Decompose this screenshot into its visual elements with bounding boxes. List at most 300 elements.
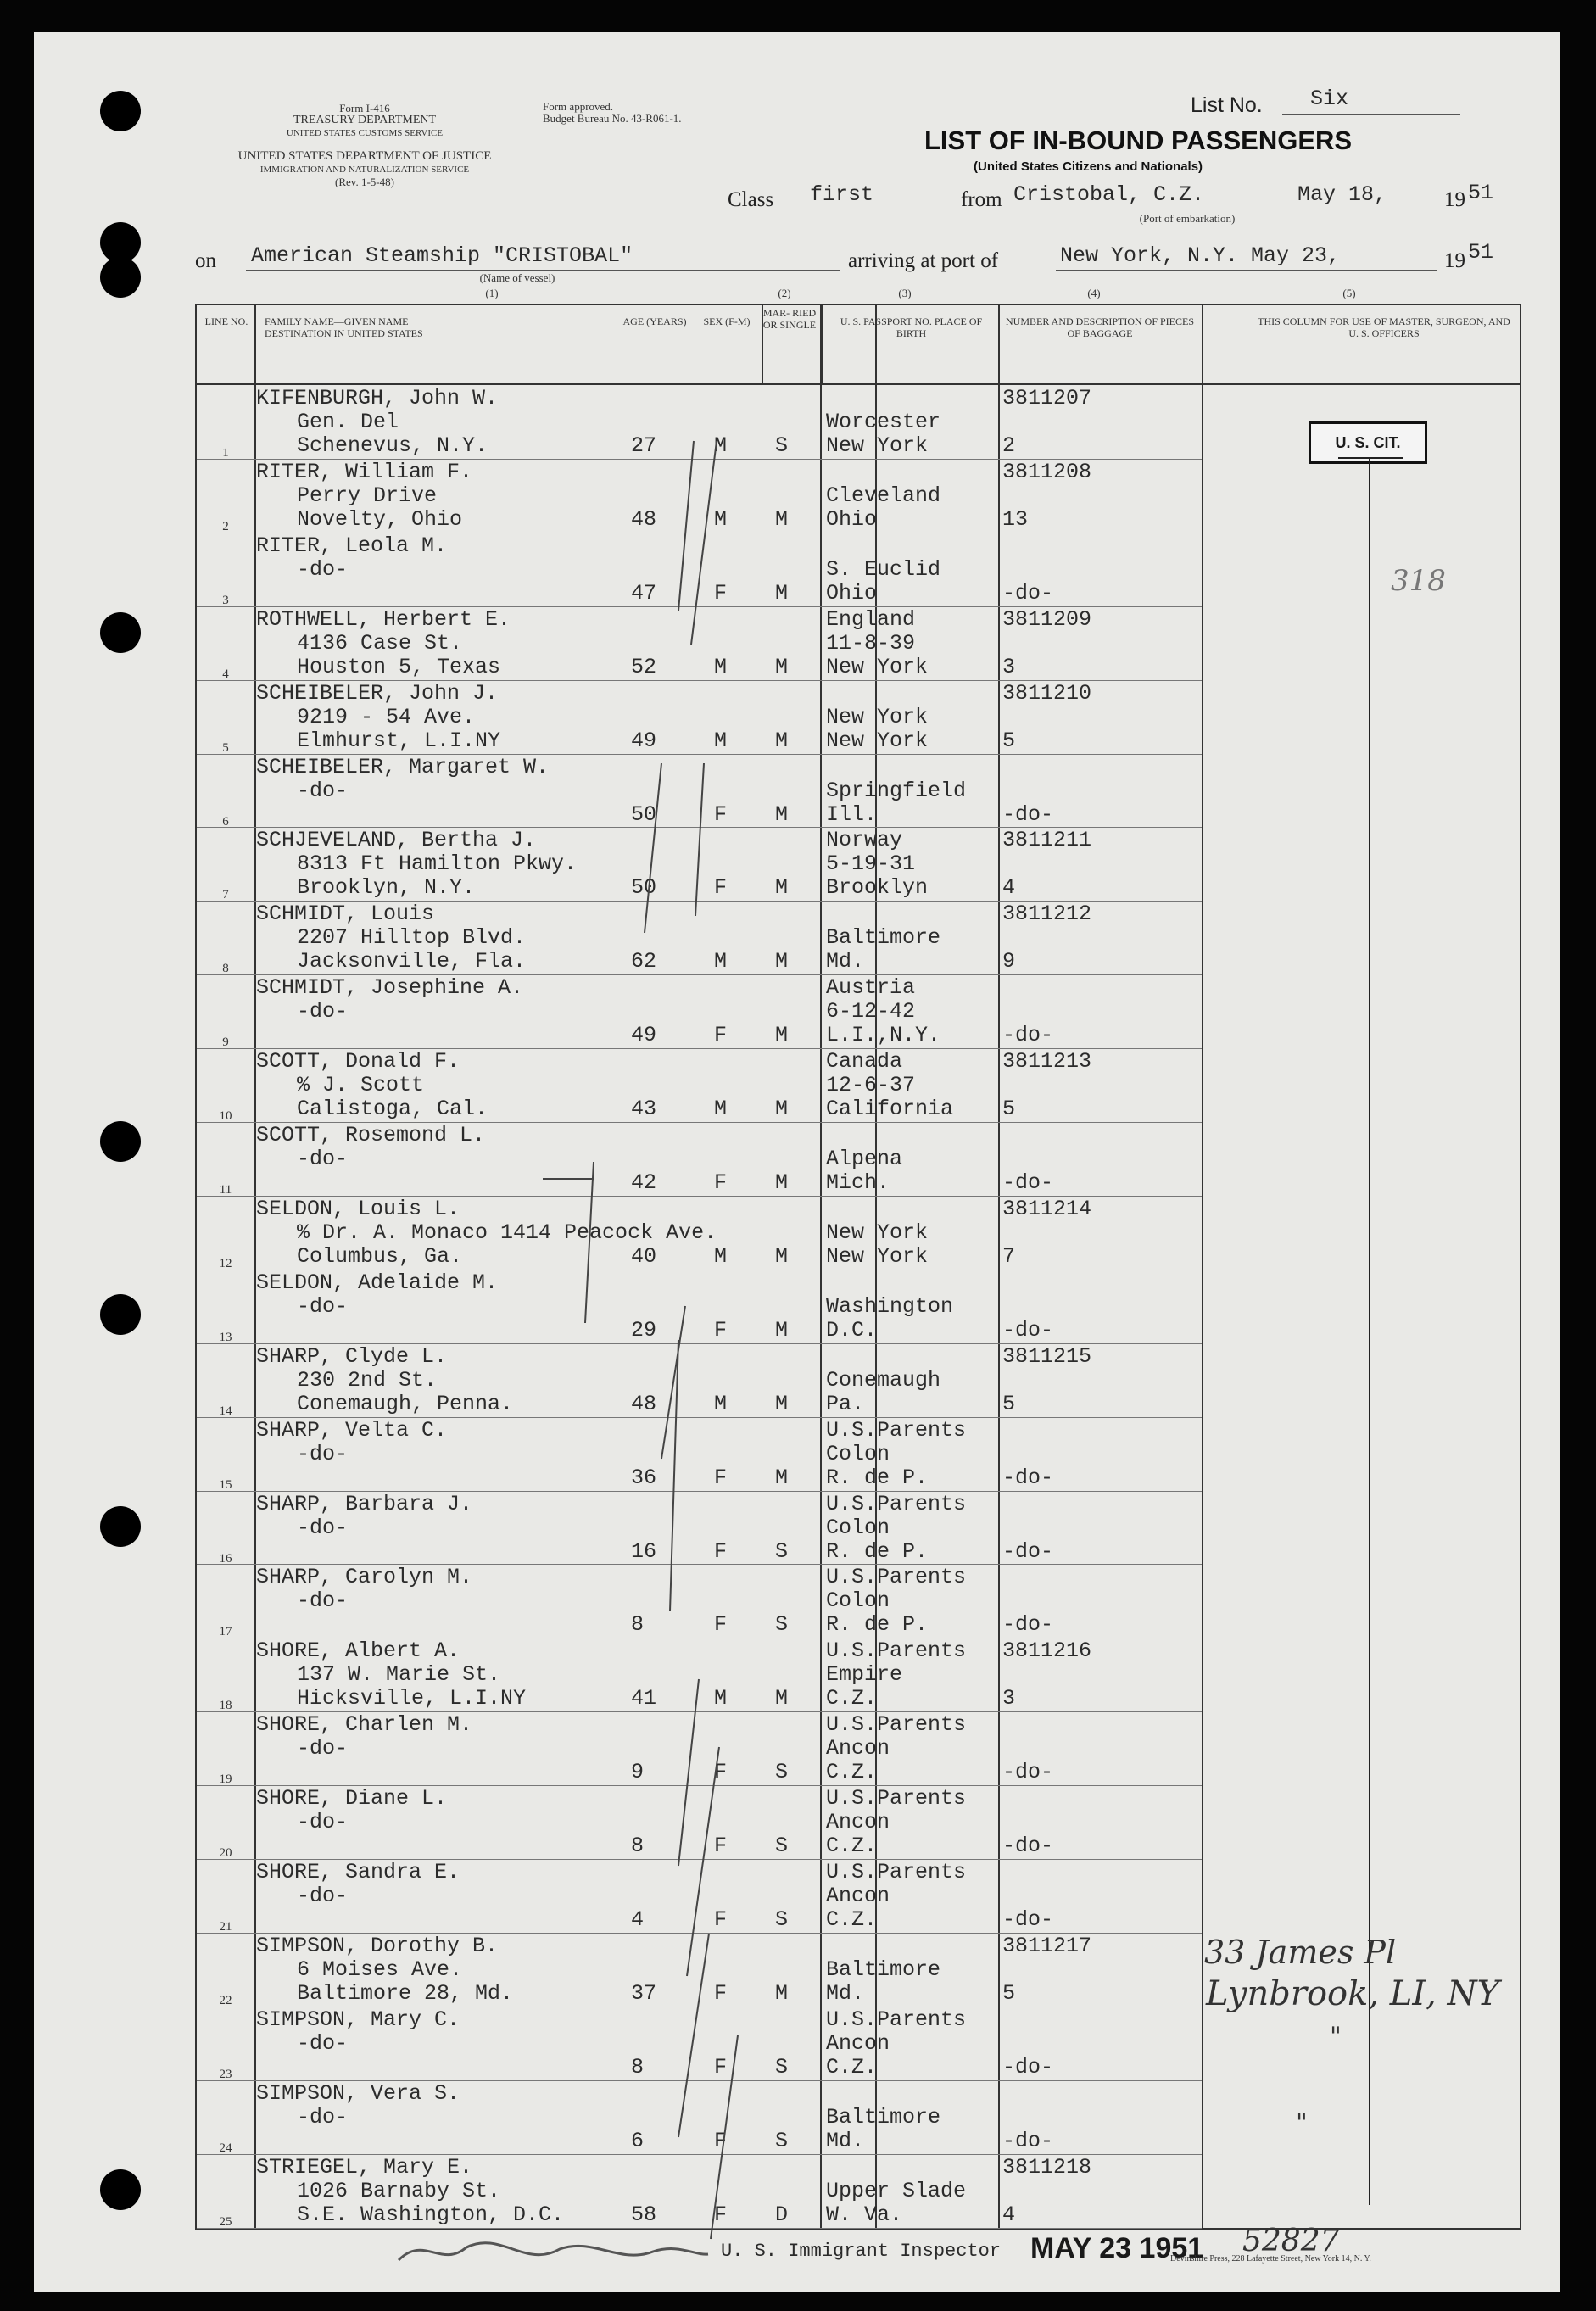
signature-mark [390,2230,712,2273]
baggage-count: 7 [1002,1243,1016,1269]
col-header-married: MAR- RIED OR SINGLE [762,307,817,331]
baggage-count: -do- [1002,1612,1054,1638]
address-line-2: Houston 5, Texas [297,654,501,679]
sex: F [714,1834,728,1859]
birthplace-line-3: C.Z. [826,1907,878,1932]
col-header-sex: SEX (F-M) [703,315,751,327]
address-line-2: S.E. Washington, D.C. [297,2202,565,2227]
baggage-count: -do- [1002,801,1054,827]
address-line-1: % Dr. A. Monaco 1414 Peacock Ave. [297,1220,717,1245]
passenger-name: SCHEIBELER, John J. [256,680,499,706]
col-header-passport: U. S. PASSPORT NO. PLACE OF BIRTH [840,315,983,339]
birthplace-line-2: Md. [826,949,865,974]
baggage-count: 5 [1002,1980,1016,2006]
passenger-name: RITER, William F. [256,459,473,484]
year-value: 51 [1468,181,1494,205]
passenger-name: SHORE, Diane L. [256,1786,448,1811]
line-number: 14 [219,1404,232,1418]
address-line-1: -do- [297,1810,349,1835]
address-line-2: Brooklyn, N.Y. [297,875,476,901]
age: 8 [631,2054,645,2079]
age: 47 [631,580,657,606]
line-number: 18 [219,1699,232,1713]
age: 4 [631,1907,645,1932]
sex: F [714,1907,728,1932]
passenger-name: SHARP, Carolyn M. [256,1565,473,1590]
birthplace-line-3: R. de P. [826,1612,929,1638]
arriving-label: arriving at port of [848,249,999,272]
line-number: 10 [219,1109,232,1124]
line-number: 17 [219,1625,232,1639]
col-header-name: FAMILY NAME—GIVEN NAME DESTINATION IN UNITED STATES [265,315,423,339]
birthplace-line-2: New York [826,433,929,458]
baggage-number: 3811218 [1002,2154,1092,2180]
line-number: 12 [219,1256,232,1270]
document-title: LIST OF IN-BOUND PASSENGERS [924,126,1353,155]
birthplace-line-1: Cleveland [826,483,941,508]
birthplace-line-2: Empire [826,1662,903,1688]
address-line-1: -do- [297,1147,349,1171]
marital-status: M [775,1243,789,1269]
address-line-1: -do- [297,1441,349,1466]
baggage-count: -do- [1002,580,1054,606]
line-number: 13 [219,1330,232,1344]
handwritten-ditto-1: " [1330,2022,1342,2051]
passenger-name: RITER, Leola M. [256,533,448,558]
handwritten-initials: 52827 [1242,2224,1340,2258]
birthplace-line-1: U.S.Parents [826,1417,967,1443]
passenger-name: SCOTT, Rosemond L. [256,1123,486,1147]
birthplace-line-2: 5-19-31 [826,851,916,877]
address-line-1: 1026 Barnaby St. [297,2178,501,2203]
year2-prefix: 19 [1444,249,1465,272]
age: 8 [631,1834,645,1859]
address-line-1: -do- [297,1515,349,1540]
sex: F [714,1317,728,1343]
birthplace-line-2: Pa. [826,1391,865,1416]
baggage-count: 3 [1002,1686,1016,1711]
inspection-date-stamp: MAY 23 1951 [1030,2232,1204,2264]
passenger-name: SHORE, Sandra E. [256,1860,460,1884]
address-line-1: 6 Moises Ave. [297,1957,463,1982]
inspector-signature [390,2230,712,2280]
address-line-1: -do- [297,1736,349,1761]
sex: M [714,506,728,532]
address-line-2: Baltimore 28, Md. [297,1980,514,2006]
birthplace-line-1: New York [826,1220,929,1245]
marital-status: M [775,506,789,532]
age: 49 [631,1023,657,1048]
address-line-1: -do- [297,1588,349,1614]
birthplace-line-1: Washington [826,1293,954,1319]
address-line-1: 9219 - 54 Ave. [297,704,476,729]
baggage-count: -do- [1002,1834,1054,1859]
birthplace-line-1: Alpena [826,1147,903,1171]
birthplace-line-1: Worcester [826,410,941,434]
address-line-1: Gen. Del [297,410,399,434]
line-number: 11 [219,1183,232,1197]
birthplace-line-1: Conemaugh [826,1367,941,1393]
line-number: 3 [222,593,229,607]
birthplace-line-1: Austria [826,975,916,1001]
birthplace-line-1: Baltimore [826,1957,941,1982]
col-header-officers: THIS COLUMN FOR USE OF MASTER, SURGEON, AND U. S. OFFICERS [1258,315,1510,339]
line-number: 5 [222,740,229,755]
passenger-name: SELDON, Louis L. [256,1196,460,1221]
birthplace-line-1: England [826,606,916,632]
sex: F [714,1612,728,1638]
line-number: 1 [222,446,229,460]
line-number: 21 [219,1920,232,1934]
age: 6 [631,2128,645,2153]
birthplace-line-3: L.I.,N.Y. [826,1023,941,1048]
birthplace-line-2: Ancon [826,1810,890,1835]
sex: F [714,1980,728,2006]
page-stamp: 318 [1391,564,1446,598]
ins-service: IMMIGRATION AND NATURALIZATION SERVICE [259,165,470,175]
budget-bureau: Budget Bureau No. 43-R061-1. [543,112,682,125]
birthplace-line-1: U.S.Parents [826,1638,967,1664]
birthplace-line-2: Colon [826,1515,890,1540]
marital-status: S [775,433,789,458]
age: 37 [631,1980,657,2006]
age: 29 [631,1317,657,1343]
baggage-number: 3811208 [1002,459,1092,484]
baggage-count: -do- [1002,2054,1054,2079]
handwritten-ditto-2: " [1296,2108,1308,2138]
passenger-name: SCHMIDT, Louis [256,902,435,927]
birthplace-line-2: 11-8-39 [826,630,916,656]
marital-status: S [775,1834,789,1859]
birthplace-line-2: W. Va. [826,2202,903,2227]
address-line-2: Schenevus, N.Y. [297,433,488,458]
address-line-2: Conemaugh, Penna. [297,1391,514,1416]
address-line-2: Elmhurst, L.I.NY [297,728,501,753]
baggage-count: -do- [1002,1907,1054,1932]
marital-status: M [775,580,789,606]
address-line-1: 137 W. Marie St. [297,1662,501,1688]
birthplace-line-3: Brooklyn [826,875,929,901]
printer-imprint: Devinshire Press, 228 Lafayette Street, New York 14, N. Y. [1170,2254,1371,2264]
birthplace-line-2: Md. [826,2128,865,2153]
passenger-name: SIMPSON, Vera S. [256,2080,460,2106]
baggage-count: 4 [1002,875,1016,901]
birthplace-line-1: Baltimore [826,925,941,951]
age: 49 [631,728,657,753]
col-number-4: (4) [1087,287,1101,299]
passenger-name: KIFENBURGH, John W. [256,386,499,410]
handwritten-address-1: 33 James Pl [1204,1934,1397,1971]
age: 36 [631,1465,657,1490]
marital-status: S [775,1538,789,1564]
sex: M [714,433,728,458]
age: 52 [631,654,657,679]
us-citizen-stamp: U. S. CIT. [1309,421,1427,464]
on-label: on [195,249,216,272]
birthplace-line-3: California [826,1097,954,1122]
handwritten-strokes [543,441,738,2239]
marital-status: S [775,1612,789,1638]
list-no-value: Six [1310,87,1349,111]
birthplace-line-3: New York [826,654,929,679]
line-number: 4 [222,667,229,681]
address-line-2: Jacksonville, Fla. [297,949,527,974]
year-prefix: 19 [1444,188,1465,211]
marital-status: M [775,875,789,901]
sex: F [714,1538,728,1564]
birthplace-line-2: Md. [826,1980,865,2006]
birthplace-line-2: 6-12-42 [826,999,916,1024]
birthplace-line-1: U.S.Parents [826,2007,967,2032]
embark-caption: (Port of embarkation) [1139,212,1236,225]
birthplace-line-3: C.Z. [826,1686,878,1711]
handwritten-address-2: Lynbrook, LI, NY [1206,1974,1499,2013]
sex: M [714,1243,728,1269]
passenger-name: SCOTT, Donald F. [256,1049,460,1075]
passenger-name: ROTHWELL, Herbert E. [256,606,511,632]
vessel-value: American Steamship "CRISTOBAL" [251,243,633,268]
age: 48 [631,506,657,532]
sex: F [714,1760,728,1785]
sex: F [714,801,728,827]
col-number-2: (2) [778,287,791,299]
baggage-number: 3811215 [1002,1343,1092,1369]
baggage-count: 5 [1002,728,1016,753]
class-label: Class [728,188,774,211]
line-number: 2 [222,519,229,533]
address-line-1: -do- [297,999,349,1024]
age: 16 [631,1538,657,1564]
baggage-count: -do- [1002,2128,1054,2153]
address-line-1: 4136 Case St. [297,630,463,656]
baggage-number: 3811211 [1002,828,1092,853]
passenger-name: SIMPSON, Mary C. [256,2007,460,2032]
age: 50 [631,875,657,901]
sex: F [714,580,728,606]
sex: F [714,2202,728,2227]
line-number: 16 [219,1551,232,1566]
baggage-number: 3811207 [1002,386,1092,410]
sex: F [714,1023,728,1048]
passenger-name: STRIEGEL, Mary E. [256,2154,473,2180]
from-label: from [961,188,1002,211]
passenger-name: SCHEIBELER, Margaret W. [256,754,550,779]
marital-status: M [775,949,789,974]
arriving-value: New York, N.Y. May 23, [1060,243,1341,268]
address-line-1: % J. Scott [297,1073,425,1098]
passenger-name: SHARP, Velta C. [256,1417,448,1443]
birthplace-line-1: Springfield [826,778,967,803]
vessel-caption: (Name of vessel) [479,271,555,284]
list-no-label: List No. [1191,93,1263,117]
col-header-line: LINE NO. [204,315,248,327]
marital-status: M [775,1686,789,1711]
passenger-name: SHARP, Clyde L. [256,1343,448,1369]
baggage-count: 4 [1002,2202,1016,2227]
address-line-1: -do- [297,556,349,582]
justice-dept: UNITED STATES DEPARTMENT OF JUSTICE [237,149,492,163]
birthplace-line-1: Norway [826,828,903,853]
col-number-1: (1) [485,287,499,299]
birthplace-line-2: New York [826,728,929,753]
birthplace-line-2: New York [826,1243,929,1269]
marital-status: S [775,2128,789,2153]
age: 48 [631,1391,657,1416]
address-line-1: 8313 Ft Hamilton Pkwy. [297,851,578,877]
line-number: 23 [219,2067,232,2081]
marital-status: M [775,1391,789,1416]
marital-status: M [775,1170,789,1195]
inspector-label: U. S. Immigrant Inspector [721,2241,1002,2262]
birthplace-line-3: C.Z. [826,1760,878,1785]
age: 8 [631,1612,645,1638]
line-number: 15 [219,1477,232,1492]
birthplace-line-1: Upper Slade [826,2178,967,2203]
col-number-3: (3) [898,287,912,299]
age: 27 [631,433,657,458]
class-value: first [810,182,874,207]
baggage-number: 3811216 [1002,1638,1092,1664]
birthplace-line-1: New York [826,704,929,729]
year2-value: 51 [1468,240,1494,265]
marital-status: S [775,1760,789,1785]
line-number: 9 [222,1035,229,1050]
line-number: 7 [222,888,229,902]
marital-status: S [775,2054,789,2079]
address-line-1: 230 2nd St. [297,1367,438,1393]
baggage-count: 9 [1002,949,1016,974]
line-number: 19 [219,1772,232,1787]
age: 42 [631,1170,657,1195]
address-line-1: 2207 Hilltop Blvd. [297,925,527,951]
birthplace-line-2: Ohio [826,506,878,532]
birthplace-line-1: U.S.Parents [826,1786,967,1811]
marital-status: M [775,1097,789,1122]
baggage-count: 13 [1002,506,1029,532]
address-line-1: -do- [297,2104,349,2130]
baggage-number: 3811217 [1002,1933,1092,1958]
baggage-number: 3811209 [1002,606,1092,632]
address-line-1: -do- [297,778,349,803]
baggage-count: 2 [1002,433,1016,458]
birthplace-line-1: U.S.Parents [826,1712,967,1738]
form-revision: (Rev. 1-5-48) [335,176,394,188]
passenger-name: SHARP, Barbara J. [256,1491,473,1516]
birthplace-line-1: Baltimore [826,2104,941,2130]
sex: M [714,654,728,679]
age: 43 [631,1097,657,1122]
marital-status: M [775,728,789,753]
address-line-1: -do- [297,2030,349,2056]
birthplace-line-1: U.S.Parents [826,1491,967,1516]
marital-status: M [775,1023,789,1048]
baggage-count: -do- [1002,1465,1054,1490]
passenger-name: SHORE, Albert A. [256,1638,460,1664]
line-number: 6 [222,814,229,829]
address-line-1: -do- [297,1884,349,1908]
marital-status: M [775,801,789,827]
address-line-2: Calistoga, Cal. [297,1097,488,1122]
passenger-name: SHORE, Charlen M. [256,1712,473,1738]
marital-status: M [775,1465,789,1490]
baggage-count: 5 [1002,1391,1016,1416]
birthplace-line-1: S. Euclid [826,556,941,582]
address-line-1: Perry Drive [297,483,438,508]
birthplace-line-2: Ill. [826,801,878,827]
sex: F [714,2128,728,2153]
birthplace-line-2: Colon [826,1441,890,1466]
line-number: 20 [219,1846,232,1861]
birthplace-line-3: C.Z. [826,2054,878,2079]
birthplace-line-2: Colon [826,1588,890,1614]
from-date: May 18, [1297,182,1387,207]
baggage-count: 3 [1002,654,1016,679]
baggage-number: 3811213 [1002,1049,1092,1075]
baggage-count: -do- [1002,1170,1054,1195]
sex: F [714,1170,728,1195]
age: 9 [631,1760,645,1785]
col-number-5: (5) [1342,287,1356,299]
birthplace-line-2: 12-6-37 [826,1073,916,1098]
sex: F [714,2054,728,2079]
birthplace-line-1: U.S.Parents [826,1565,967,1590]
age: 50 [631,801,657,827]
birthplace-line-2: Mich. [826,1170,890,1195]
baggage-count: -do- [1002,1538,1054,1564]
form-number: Form I-416 [339,102,390,114]
address-line-2: Columbus, Ga. [297,1243,463,1269]
baggage-number: 3811210 [1002,680,1092,706]
passenger-name: SCHJEVELAND, Bertha J. [256,828,537,853]
marital-status: M [775,1317,789,1343]
marital-status: M [775,1980,789,2006]
col-header-age: AGE (YEARS) [622,315,687,327]
marital-status: S [775,1907,789,1932]
birthplace-line-1: Canada [826,1049,903,1075]
line-number: 8 [222,962,229,976]
from-value: Cristobal, C.Z. [1013,182,1205,207]
baggage-count: 5 [1002,1097,1016,1122]
baggage-count: -do- [1002,1023,1054,1048]
treasury-dept: TREASURY DEPARTMENT [293,114,437,126]
sex: F [714,875,728,901]
birthplace-line-3: R. de P. [826,1465,929,1490]
customs-service: UNITED STATES CUSTOMS SERVICE [286,128,444,138]
birthplace-line-2: Ancon [826,2030,890,2056]
address-line-1: -do- [297,1293,349,1319]
birthplace-line-2: Ancon [826,1884,890,1908]
birthplace-line-3: R. de P. [826,1538,929,1564]
sex: M [714,1391,728,1416]
address-line-2: Hicksville, L.I.NY [297,1686,527,1711]
address-line-2: Novelty, Ohio [297,506,463,532]
passenger-name: SELDON, Adelaide M. [256,1270,499,1295]
passenger-name: SCHMIDT, Josephine A. [256,975,524,1001]
age: 62 [631,949,657,974]
sex: F [714,1465,728,1490]
marital-status: M [775,654,789,679]
birthplace-line-3: C.Z. [826,1834,878,1859]
marital-status: D [775,2202,789,2227]
sex: M [714,728,728,753]
birthplace-line-2: Ancon [826,1736,890,1761]
birthplace-line-2: D.C. [826,1317,878,1343]
baggage-count: -do- [1002,1317,1054,1343]
baggage-number: 3811212 [1002,902,1092,927]
line-number: 25 [219,2214,232,2229]
age: 41 [631,1686,657,1711]
line-number: 22 [219,1993,232,2007]
